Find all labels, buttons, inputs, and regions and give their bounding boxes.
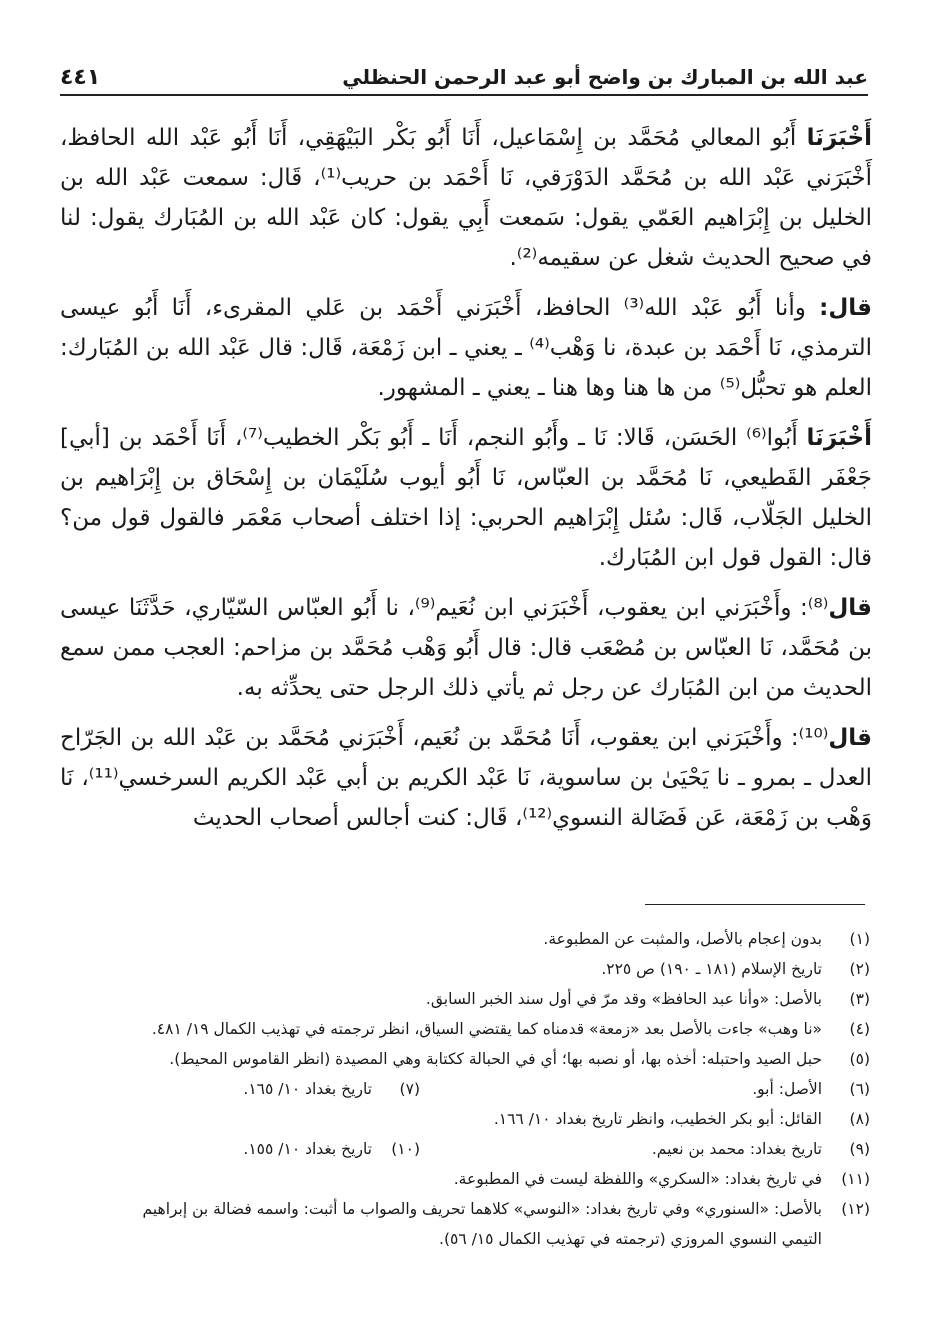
paragraph <box>60 588 872 708</box>
footnote <box>450 1134 870 1164</box>
footnote-text: في تاريخ بغداد: «السكري» واللفظة ليست في المطبوعة. <box>453 1170 822 1188</box>
paragraph-lead: أَخْبَرَنَا <box>806 425 872 451</box>
footnote-text: بدون إعجام بالأصل، والمثبت عن المطبوعة. <box>543 930 822 948</box>
paragraph-text: أَبُو المعالي مُحَمَّد بن إِسْمَاعيل، أَنَا أَبُو بَكْر البَيْهَقِي، أَنَا أَبُو عَبْد الله الحافظ، أَخْبَرَني عَبْد الله بن مُحَمَّد الدَوْرَقي، نَا أَحْمَد بن حريب⁽¹⁾، قَال: سمعت عَبْد الله بن الخليل بن إِبْرَاهيم العَمّي يقول: سَمعت أَبِي يقول: كان عَبْد الله بن المُبَارك يقول: لنا في صحيح الحديث شغل عن سقيمه⁽²⁾. <box>60 125 873 271</box>
footnote <box>40 924 870 954</box>
footnote <box>40 1164 870 1194</box>
footnote-number: (٨) <box>849 1110 870 1128</box>
footnote-text: تاريخ بغداد ١٠/ ١٥٥. <box>243 1140 372 1158</box>
paragraph-lead: قال: <box>819 295 872 321</box>
page-header <box>60 60 868 96</box>
footnote-number: (٩) <box>849 1140 870 1158</box>
footnote <box>450 1074 870 1104</box>
footnote-text: بالأصل: «وأنا عبد الحافظ» وقد مرّ في أول سند الخبر السابق. <box>425 990 822 1008</box>
main-text <box>60 118 872 848</box>
footnote-pair <box>40 1074 870 1104</box>
footnote <box>40 1194 870 1254</box>
paragraph-lead: أَخْبَرَنَا <box>806 125 872 151</box>
footnote <box>40 1014 870 1044</box>
footnote <box>40 1074 420 1104</box>
footnote-text: «نا وهب» جاءت بالأصل بعد «زمعة» قدمناه كما يقتضي السياق، انظر ترجمته في تهذيب الكمال ١٩/ ٤٨١. <box>151 1020 822 1038</box>
footnote-text: تاريخ بغداد: محمد بن نعيم. <box>651 1140 822 1158</box>
paragraph <box>60 288 872 408</box>
footnote-number: (٣) <box>849 990 870 1008</box>
paragraph <box>60 718 872 838</box>
footnote-number: (٢) <box>849 960 870 978</box>
footnote-number: (٧) <box>399 1080 420 1098</box>
footnote-line-continued: التيمي النسوي المروزي (ترجمته في تهذيب الكمال ١٥/ ٥٦). <box>439 1230 822 1248</box>
footnote-separator <box>645 904 865 905</box>
footnote-text: تاريخ الإسلام (١٨١ ـ ١٩٠) ص ٢٢٥. <box>601 960 822 978</box>
footnote-text: تاريخ بغداد ١٠/ ١٦٥. <box>243 1080 372 1098</box>
paragraph <box>60 418 872 578</box>
footnote-line: بالأصل: «السنوري» وفي تاريخ بغداد: «النوسي» كلاهما تحريف والصواب ما أثبت: واسمه فضالة بن إبراهيم <box>142 1200 822 1218</box>
footnote <box>40 1104 870 1134</box>
paragraph-text: ⁽⁸⁾: وأَخْبَرَني ابن يعقوب، أَخْبَرَني ابن نُعَيم⁽⁹⁾، نا أَبُو العبّاس السّيّاري، حَدَّثَنَا عيسى بن مُحَمَّد، نَا العبّاس بن مُصْعَب قال: قال أَبُو وَهْب مُحَمَّد بن مزاحم: العجب ممن سمع الحديث من ابن المُبَارك عن رجل ثم يأتي ذلك الرجل حتى يحدِّثه به. <box>60 595 872 701</box>
footnote-text: الأصل: أبو. <box>752 1080 822 1098</box>
footnote-text <box>40 1194 822 1254</box>
running-title: عبد الله بن المبارك بن واضح أبو عبد الرحمن الحنظلي <box>342 65 868 89</box>
paragraph-lead: قال <box>828 595 872 621</box>
footnote-number: (١٠) <box>391 1140 420 1158</box>
footnote-number: (٦) <box>849 1080 870 1098</box>
paragraph-text: أَبُوا⁽⁶⁾ الحَسَن، قَالا: نَا ـ وأَبُو النجم، أَنَا ـ أَبُو بَكْر الخطيب⁽⁷⁾، أَنَا أَحْمَد بن [أبي] جَعْفَر القَطيعي، نَا مُحَمَّد بن العبّاس، نَا أَبُو أيوب سُلَيْمَان بن إِسْحَاق بن إِبْرَاهيم بن الخليل الجَلّاب، قَال: سُئل إِبْرَاهيم الحربي: إذا اختلف أصحاب مَعْمَر فالقول قول من؟ قال: القول قول ابن المُبَارك. <box>60 425 872 571</box>
paragraph <box>60 118 872 278</box>
footnotes <box>40 924 870 1254</box>
footnote-number: (٤) <box>849 1020 870 1038</box>
footnote-text: القائل: أبو بكر الخطيب، وانظر تاريخ بغداد ١٠/ ١٦٦. <box>493 1110 822 1128</box>
footnote-number: (١) <box>849 930 870 948</box>
footnote <box>40 1134 420 1164</box>
footnote-number: (٥) <box>849 1050 870 1068</box>
paragraph-text: وأنا أَبُو عَبْد الله⁽³⁾ الحافظ، أَخْبَرَني أَحْمَد بن عَلي المقرىء، أَنَا أَبُو عيسى الترمذي، نَا أَحْمَد بن عبدة، نا وَهْب⁽⁴⁾ ـ يعني ـ ابن زَمْعَة، قَال: قال عَبْد الله بن المُبَارك: العلم هو تحبُّل⁽⁵⁾ من ها هنا وها هنا ـ يعني ـ المشهور. <box>60 295 872 401</box>
page-number: ٤٤١ <box>60 64 101 90</box>
footnote <box>40 984 870 1014</box>
footnote-text: حبل الصيد واحتبله: أخذه بها، أو نصبه بها؛ أي في الحبالة ككتابة وهي المصيدة (انظر القاموس المحيط). <box>169 1050 822 1068</box>
paragraph-text: ⁽¹⁰⁾: وأَخْبَرَني ابن يعقوب، أَنَا مُحَمَّد بن نُعَيم، أَخْبَرَني مُحَمَّد بن عَبْد الله بن الجَرّاح العدل ـ بمرو ـ نا يَحْيَىٰ بن ساسوية، نَا عَبْد الكريم بن أبي عَبْد الكريم السرخسي⁽¹¹⁾، نَا وَهْب بن زَمْعَة، عَن فَضَالة النسوي⁽¹²⁾، قَال: كنت أجالس أصحاب الحديث <box>60 725 872 831</box>
footnote-pair <box>40 1134 870 1164</box>
footnote <box>40 1044 870 1074</box>
footnote-number: (١١) <box>841 1170 870 1188</box>
footnote-number: (١٢) <box>841 1200 870 1218</box>
footnote <box>40 954 870 984</box>
paragraph-lead: قال <box>828 725 872 751</box>
